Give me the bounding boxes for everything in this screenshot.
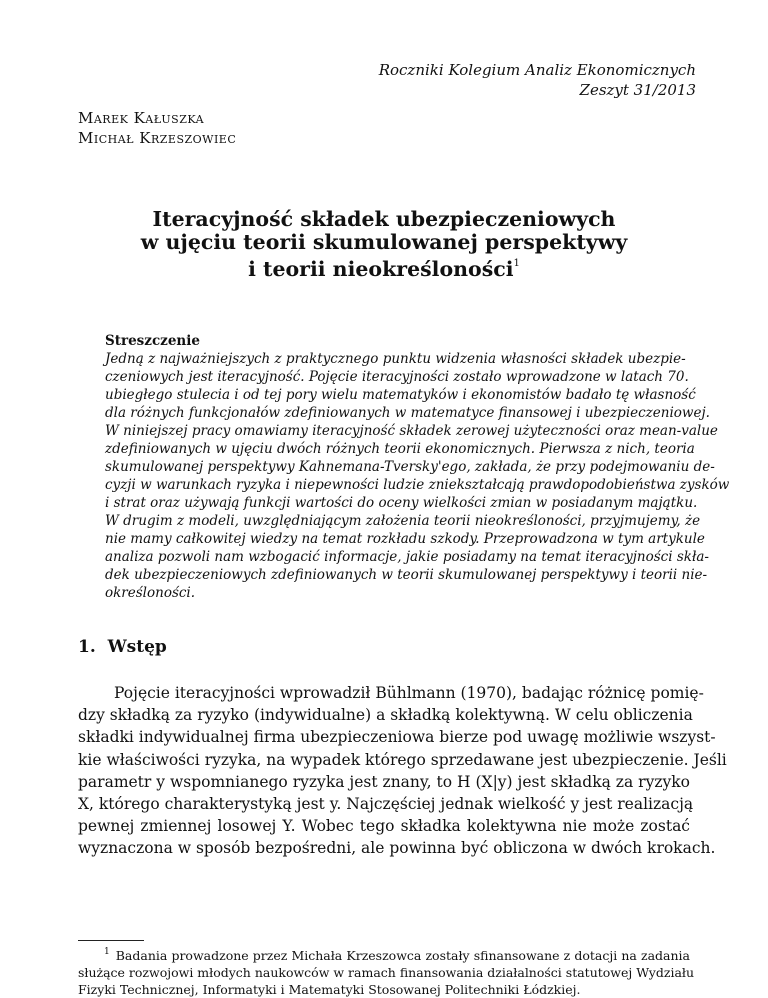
body-line: wyznaczona w sposób bezpośredni, ale powinna być obliczona w dwóch krokach. [78,839,716,858]
paper-title [78,208,690,281]
abstract-heading: Streszczenie [105,333,200,349]
abstract-line: i strat oraz używają funkcji wartości do oceny wielkości zmian w posiadanym majątku. [105,495,698,511]
journal-issue: Zeszyt 31/2013 [579,81,696,99]
title-line-last [78,254,690,281]
abstract-line: cyzji w warunkach ryzyka i niepewności ludzie zniekształcają prawdopodobieństwa zysków [105,477,730,493]
abstract-line: W drugim z modeli, uwzględniającym założenia teorii nieokreśloności, przyjmujemy, że [105,513,701,529]
abstract-line: ubiegłego stulecia i od tej pory wielu matematyków i ekonomistów badało tę własność [105,387,696,403]
title-footnote-mark: 1 [513,258,520,269]
section-number: 1. [78,637,96,657]
journal-header [379,60,696,100]
footnote-line: Fizyki Technicznej, Informatyki i Matematyki Stosowanej Politechniki Łódzkiej. [78,982,581,998]
title-line: Iteracyjność składek ubezpieczeniowych [152,207,616,231]
body-line: Pojęcie iteracyjności wprowadził Bühlmann (1970), badając różnicę pomię- [114,684,704,702]
abstract-line: nie mamy całkowitej wiedzy na temat rozkładu szkody. Przeprowadzona w tym artykule [105,531,705,547]
abstract-line: dek ubezpieczeniowych zdefiniowanych w teorii skumulowanej perspektywy i teorii nie- [105,567,708,583]
body-line: kie właściwości ryzyka, na wypadek którego sprzedawane jest ubezpieczenie. Jeśli [78,750,727,769]
author-name: Michał Krzeszowiec [78,129,237,147]
abstract-line: dla różnych funkcjonałów zdefiniowanych w matematyce finansowej i ubezpieczeniowej. [105,405,710,421]
abstract-body [105,350,730,602]
footnote-text: Badania prowadzone przez Michała Krzeszowca zostały sfinansowane z dotacji na zadania [115,948,690,964]
title-line: w ujęciu teorii skumulowanej perspektywy [140,230,628,254]
body-paragraph [78,682,727,860]
abstract [105,332,730,602]
abstract-line: analiza pozwoli nam wzbogacić informacje, jakie posiadamy na temat iteracyjności skła- [105,549,709,565]
body-line: dzy składką za ryzyko (indywidualne) a składką kolektywną. W celu obliczenia [78,706,693,725]
section-title: Wstęp [107,637,167,657]
author-name: Marek Kałuszka [78,109,205,127]
body-line: składki indywidualnej firma ubezpieczeniowa bierze pod uwagę możliwie wszyst- [78,728,716,747]
body-line: X, którego charakterystyką jest y. Najczęściej jednak wielkość y jest realizacją [78,795,694,814]
abstract-line: określoności. [105,585,196,601]
journal-name: Roczniki Kolegium Analiz Ekonomicznych [378,61,696,79]
author-list [78,108,236,148]
abstract-line: zdefiniowanych w ujęciu dwóch różnych teorii ekonomicznych. Pierwsza z nich, teoria [105,441,695,457]
title-line: i teorii nieokreśloności [248,256,514,281]
abstract-line: Jedną z najważniejszych z praktycznego punktu widzenia własności składek ubezpie- [105,351,686,367]
abstract-line: W niniejszej pracy omawiamy iteracyjność składek zerowej użyteczności oraz mean-value [105,423,718,439]
footnote-divider [78,940,144,941]
footnote-mark: 1 [104,947,110,957]
body-line: pewnej zmiennej losowej Y. Wobec tego składka kolektywna nie może zostać [78,817,690,836]
abstract-line: skumulowanej perspektywy Kahnemana-Tversky'ego, zakłada, że przy podejmowaniu de- [105,459,715,475]
body-line: parametr y wspomnianego ryzyka jest znany, to H (X|y) jest składką za ryzyko [78,772,690,791]
abstract-line: czeniowych jest iteracyjność. Pojęcie iteracyjności zostało wprowadzone w latach 70. [105,369,689,385]
footnote [78,945,695,998]
footnote-line [78,945,690,964]
section-heading [78,636,167,658]
footnote-line: służące rozwojowi młodych naukowców w ramach finansowania działalności statutowej Wydziału [78,965,695,981]
